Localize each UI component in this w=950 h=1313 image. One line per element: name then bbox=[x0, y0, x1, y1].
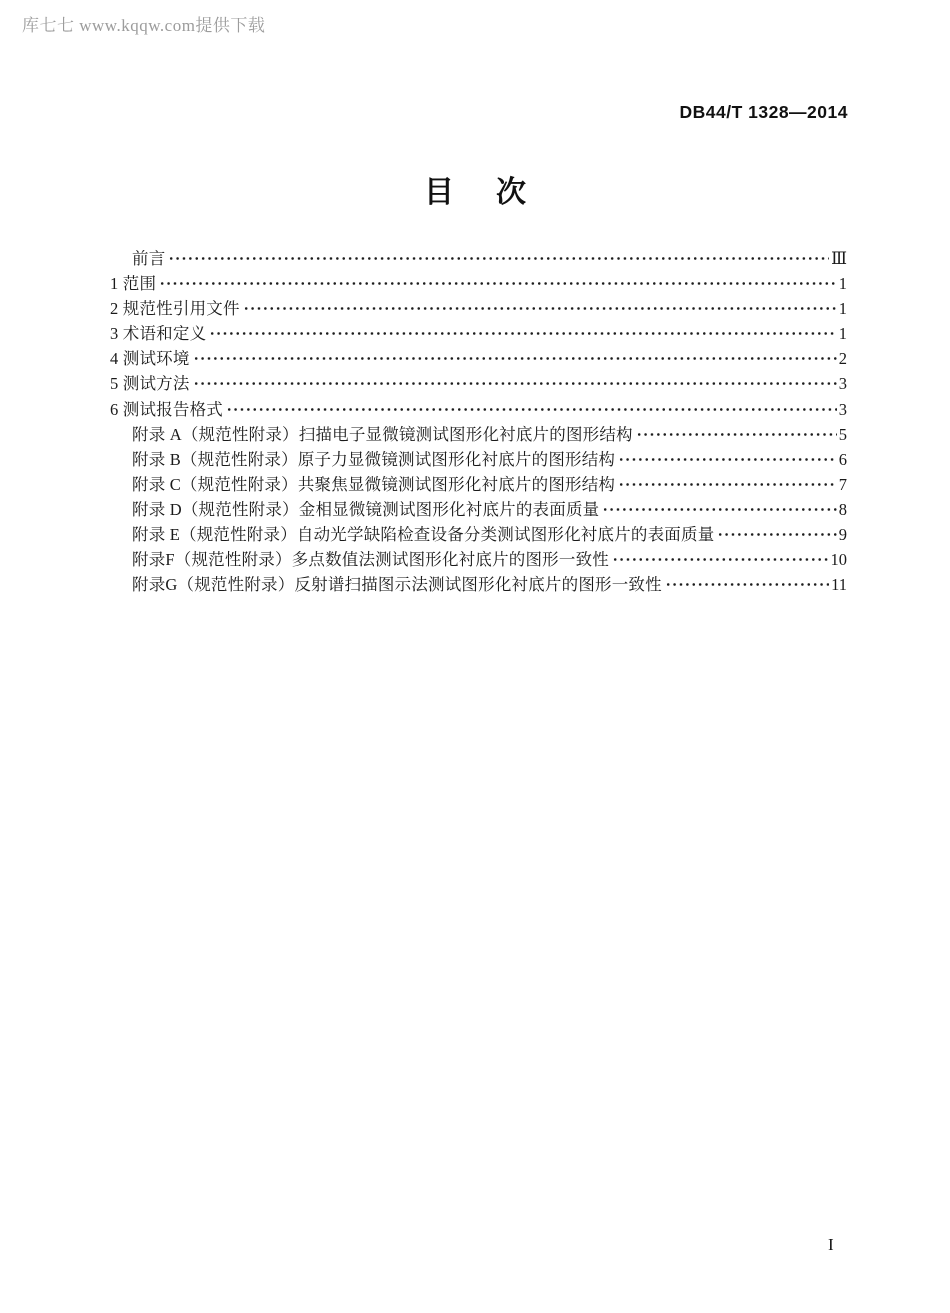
toc-entry-label: 2 规范性引用文件 bbox=[110, 299, 240, 319]
toc-dot-leader bbox=[168, 246, 829, 271]
toc-entry bbox=[110, 321, 847, 346]
toc-dot-leader bbox=[193, 346, 837, 371]
toc-entry-page-number: 3 bbox=[838, 374, 847, 394]
toc-entry bbox=[110, 371, 847, 396]
toc-dot-leader bbox=[193, 371, 837, 396]
toc-entry bbox=[110, 572, 847, 597]
toc-entry-page-number: 1 bbox=[838, 324, 847, 344]
toc-entry-label: 5 测试方法 bbox=[110, 374, 190, 394]
footer-page-number: I bbox=[828, 1235, 834, 1254]
toc-entry-label: 附录 B（规范性附录）原子力显微镜测试图形化衬底片的图形结构 bbox=[132, 449, 616, 469]
toc-entry bbox=[110, 397, 847, 422]
toc-entry bbox=[110, 296, 847, 321]
toc-dot-leader bbox=[226, 397, 837, 422]
toc-entry-page-number: 8 bbox=[838, 499, 847, 519]
toc-entry-label: 1 范围 bbox=[110, 274, 157, 294]
toc-entry bbox=[110, 346, 847, 371]
toc-entry-page-number: 6 bbox=[838, 449, 847, 469]
toc-entry bbox=[110, 547, 847, 572]
toc-dot-leader bbox=[665, 572, 829, 597]
toc-entry-page-number: 2 bbox=[838, 349, 847, 369]
page-title: 目 次 bbox=[424, 176, 532, 209]
toc-entry-label: 附录 A（规范性附录）扫描电子显微镜测试图形化衬底片的图形结构 bbox=[132, 424, 633, 444]
toc-entry-label: 4 测试环境 bbox=[110, 349, 190, 369]
toc-entry-page-number: 1 bbox=[838, 299, 847, 319]
toc-dot-leader bbox=[618, 472, 837, 497]
toc-entry-label: 附录 E（规范性附录）自动光学缺陷检查设备分类测试图形化衬底片的表面质量 bbox=[132, 525, 715, 545]
toc-dot-leader bbox=[717, 522, 836, 547]
toc-dot-leader bbox=[209, 321, 836, 346]
toc-entry-page-number: 9 bbox=[838, 525, 847, 545]
toc-entry-page-number: 11 bbox=[831, 575, 847, 595]
toc-entry bbox=[110, 447, 847, 472]
toc-dot-leader bbox=[602, 497, 836, 522]
table-of-contents bbox=[110, 246, 847, 597]
toc-entry-label: 附录G（规范性附录）反射谱扫描图示法测试图形化衬底片的图形一致性 bbox=[132, 575, 662, 595]
toc-dot-leader bbox=[243, 296, 837, 321]
toc-entry-label: 附录 D（规范性附录）金相显微镜测试图形化衬底片的表面质量 bbox=[132, 499, 600, 519]
toc-entry bbox=[110, 422, 847, 447]
standard-doc-number: DB44/T 1328—2014 bbox=[679, 102, 848, 122]
toc-entry-label: 3 术语和定义 bbox=[110, 324, 207, 344]
toc-entry-page-number: Ⅲ bbox=[831, 249, 847, 268]
toc-entry bbox=[110, 472, 847, 497]
toc-entry-label: 前言 bbox=[132, 249, 166, 268]
toc-entry bbox=[110, 271, 847, 296]
toc-entry-page-number: 7 bbox=[838, 474, 847, 494]
toc-entry-label: 附录F（规范性附录）多点数值法测试图形化衬底片的图形一致性 bbox=[132, 550, 609, 570]
toc-entry-page-number: 10 bbox=[830, 550, 847, 570]
toc-dot-leader bbox=[612, 547, 829, 572]
toc-dot-leader bbox=[618, 447, 837, 472]
toc-entry-label: 6 测试报告格式 bbox=[110, 399, 223, 419]
toc-entry-page-number: 3 bbox=[838, 399, 847, 419]
toc-dot-leader bbox=[636, 422, 837, 447]
toc-entry-page-number: 1 bbox=[838, 274, 847, 294]
toc-entry bbox=[110, 246, 847, 271]
toc-entry-page-number: 5 bbox=[838, 424, 847, 444]
watermark-text: 库七七 www.kqqw.com提供下载 bbox=[22, 16, 266, 35]
toc-entry bbox=[110, 497, 847, 522]
toc-entry bbox=[110, 522, 847, 547]
toc-dot-leader bbox=[159, 271, 837, 296]
toc-entry-label: 附录 C（规范性附录）共聚焦显微镜测试图形化衬底片的图形结构 bbox=[132, 474, 616, 494]
